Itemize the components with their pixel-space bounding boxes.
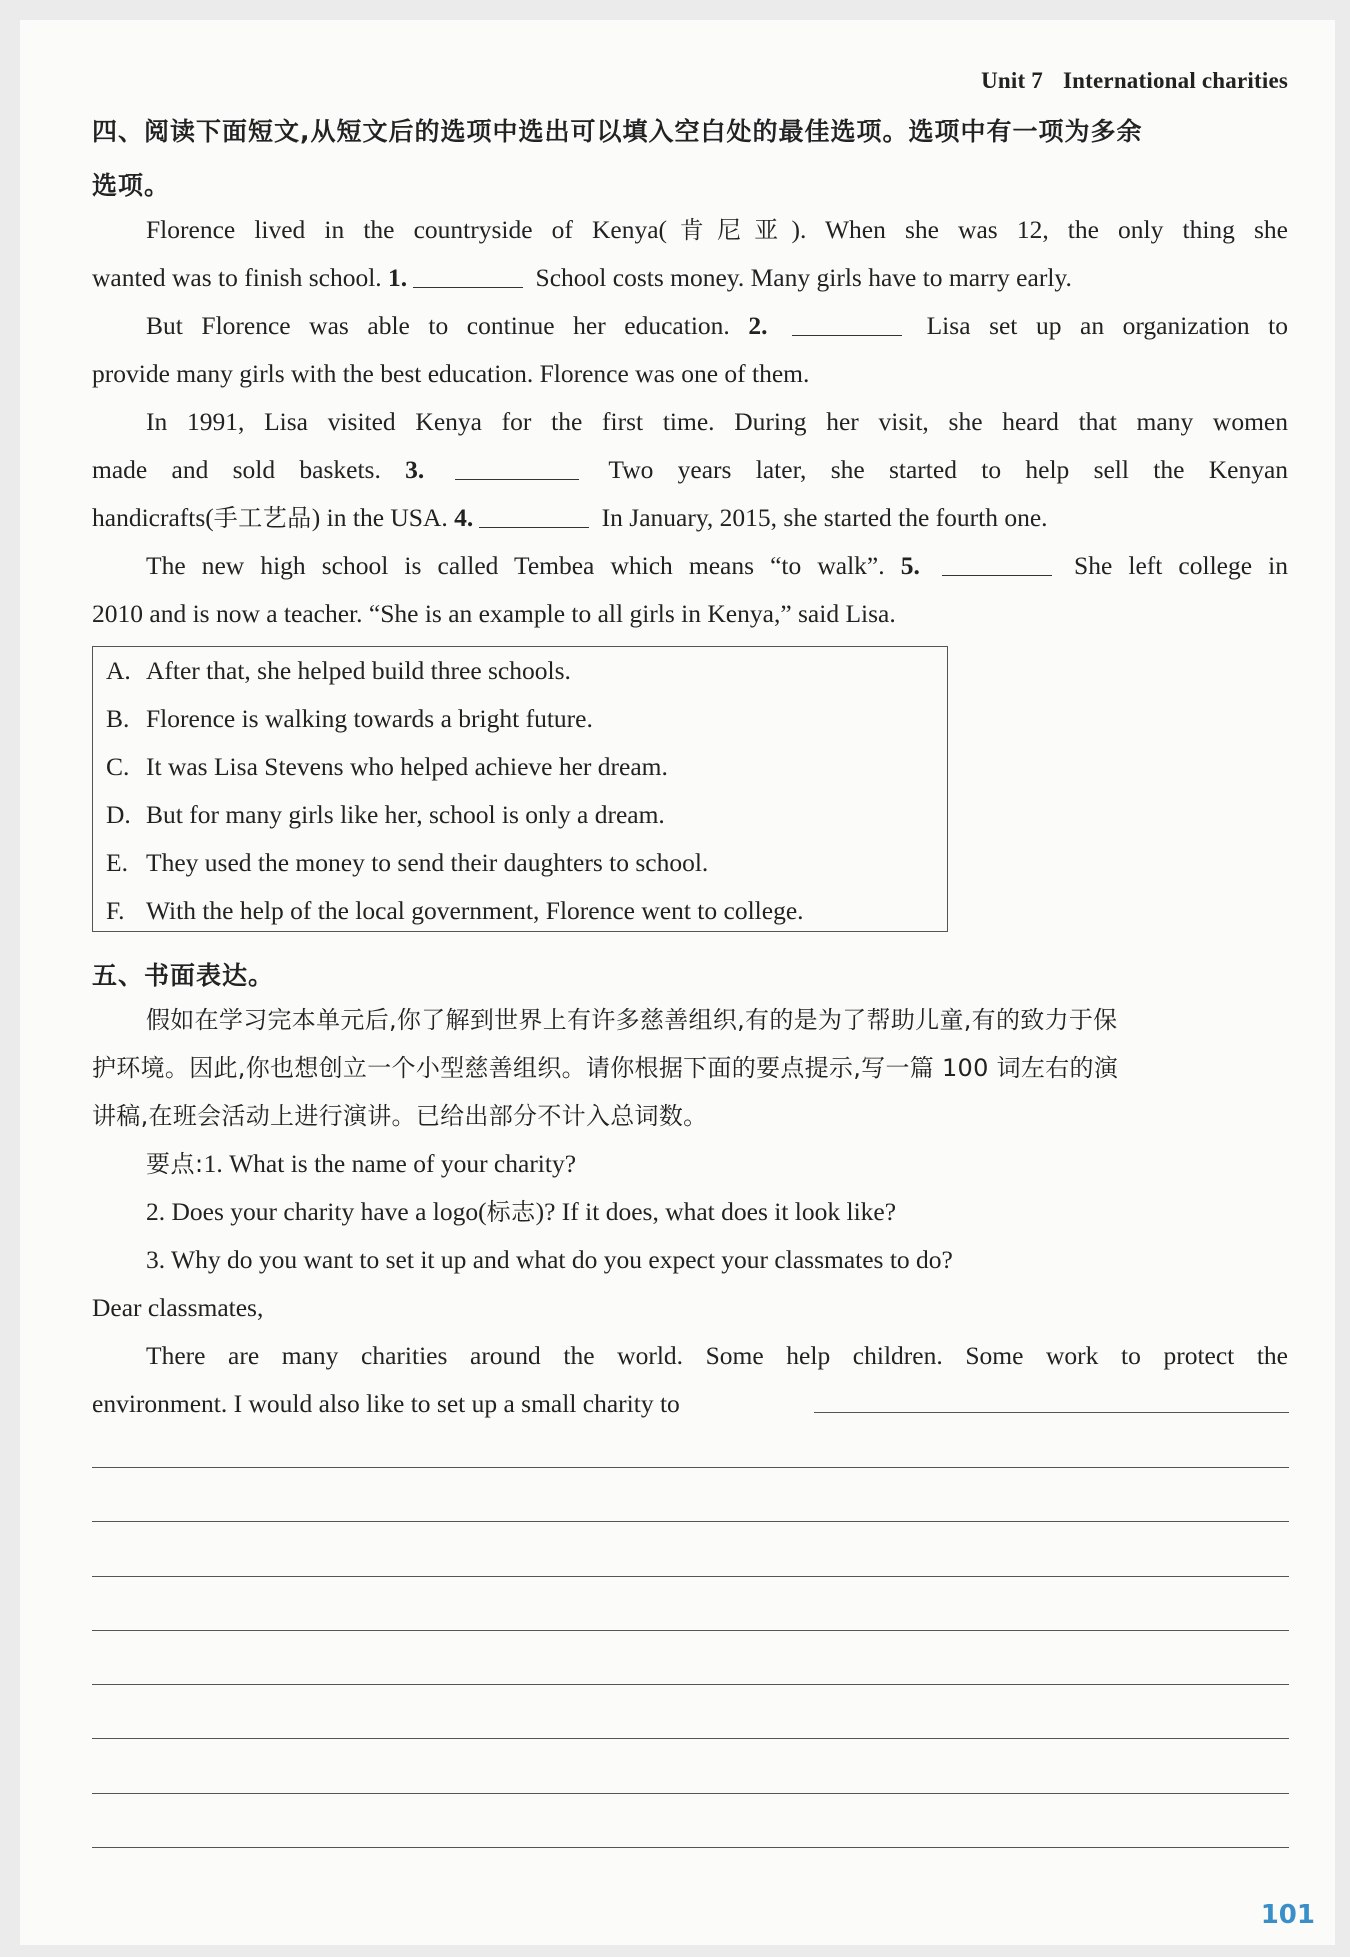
instruction-line: 假如在学习完本单元后,你了解到世界上有许多慈善组织,有的是为了帮助儿童,有的致力于保 <box>146 1006 1118 1034</box>
workbook-page <box>20 20 1335 1945</box>
passage-line: The new high school is called Tembea which means “to walk”. 5. She left college in <box>146 551 1288 580</box>
writing-line[interactable] <box>92 1630 1289 1631</box>
passage-line: But Florence was able to continue her education. 2. Lisa set up an organization to <box>146 311 1288 340</box>
option-c[interactable]: C. It was Lisa Stevens who helped achieve her dream. <box>106 752 668 781</box>
point-2: 2. Does your charity have a logo(标志)? If it does, what does it look like? <box>146 1197 897 1226</box>
essay-start-line: environment. I would also like to set up a small charity to <box>92 1389 680 1418</box>
section4-heading-line1: 四、阅读下面短文,从短文后的选项中选出可以填入空白处的最佳选项。选项中有一项为多余 <box>92 117 1143 146</box>
passage-line: handicrafts(手工艺品) in the USA. 4. In January, 2015, she started the fourth one. <box>92 503 1048 532</box>
passage-line: In 1991, Lisa visited Kenya for the first time. During her visit, she heard that many women <box>146 407 1288 436</box>
passage-line: Florence lived in the countryside of Kenya(肯尼亚). When she was 12, the only thing she <box>146 215 1288 244</box>
question-number-1: 1. <box>388 263 408 292</box>
point-1: 要点:1. What is the name of your charity? <box>146 1149 577 1178</box>
option-f[interactable]: F. With the help of the local government, Florence went to college. <box>106 896 804 925</box>
writing-line[interactable] <box>92 1684 1289 1685</box>
running-head <box>20 68 1288 94</box>
option-e[interactable]: E. They used the money to send their daughters to school. <box>106 848 709 877</box>
answer-blank-4[interactable] <box>479 525 589 528</box>
writing-line[interactable] <box>92 1738 1289 1739</box>
option-a[interactable]: A. After that, she helped build three schools. <box>106 656 571 685</box>
passage-line: wanted was to finish school. 1. School costs money. Many girls have to marry early. <box>92 263 1072 292</box>
answer-blank-1[interactable] <box>413 285 523 288</box>
passage-line: provide many girls with the best education. Florence was one of them. <box>92 359 810 388</box>
unit-label: Unit 7 <box>981 68 1043 93</box>
answer-blank-5[interactable] <box>942 573 1052 576</box>
question-number-2: 2. <box>748 311 768 340</box>
instruction-line: 讲稿,在班会活动上进行演讲。已给出部分不计入总词数。 <box>92 1102 708 1130</box>
greeting: Dear classmates, <box>92 1293 264 1322</box>
section4-heading-line2: 选项。 <box>92 171 171 200</box>
writing-line[interactable] <box>814 1412 1289 1413</box>
essay-start-line: There are many charities around the world. Some help children. Some work to protect the <box>146 1341 1288 1370</box>
answer-blank-2[interactable] <box>792 333 902 336</box>
question-number-3: 3. <box>405 455 425 484</box>
passage-line: made and sold baskets. 3. Two years later, she started to help sell the Kenyan <box>92 455 1288 484</box>
writing-line[interactable] <box>92 1521 1289 1522</box>
option-b[interactable]: B. Florence is walking towards a bright future. <box>106 704 593 733</box>
writing-line[interactable] <box>92 1793 1289 1794</box>
passage-line: 2010 and is now a teacher. “She is an example to all girls in Kenya,” said Lisa. <box>92 599 896 628</box>
section5-heading: 五、书面表达。 <box>92 961 275 990</box>
question-number-4: 4. <box>454 503 474 532</box>
instruction-line: 护环境。因此,你也想创立一个小型慈善组织。请你根据下面的要点提示,写一篇 100 词左右的演 <box>92 1054 1119 1082</box>
writing-line[interactable] <box>92 1576 1289 1577</box>
page-number: 101 <box>1260 1900 1315 1930</box>
question-number-5: 5. <box>900 551 920 580</box>
writing-line[interactable] <box>92 1467 1289 1468</box>
writing-line[interactable] <box>92 1847 1289 1848</box>
unit-title: International charities <box>1063 68 1288 93</box>
point-3: 3. Why do you want to set it up and what do you expect your classmates to do? <box>146 1245 953 1274</box>
options-box <box>92 646 948 932</box>
option-d[interactable]: D. But for many girls like her, school is only a dream. <box>106 800 665 829</box>
answer-blank-3[interactable] <box>455 477 579 480</box>
